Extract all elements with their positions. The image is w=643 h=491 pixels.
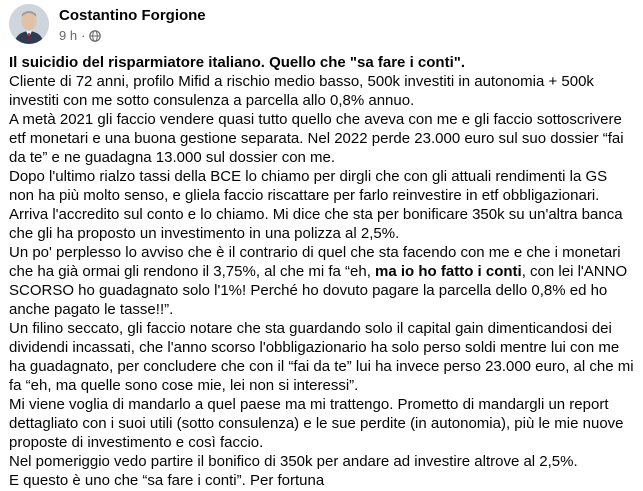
post-paragraph: Nel pomeriggio vedo partire il bonifico di 350k per andare ad investire altrove al 2,5%. — [9, 453, 578, 470]
post-paragraph: Un filino seccato, gli faccio notare che sta guardando solo il capital gain dimenticandosi dei dividendi incassati, che l'anno scorso l'obbligazionario ha solo perso soldi mentre lui con me ha guadagnato, per concludere che con il “fai da te” lui ha invece perso 23.000 euro, al che mi fa “eh, ma quelle sono cose mie, lei non si interessi”. — [9, 320, 634, 394]
post-header — [9, 4, 629, 44]
post-paragraph: A metà 2021 gli faccio vendere quasi tutto quello che aveva con me e gli faccio sottoscrivere etf monetari e una buona gestione separata. Nel 2022 perde 23.000 euro sul suo dossier “fai da te” e ne guadagna 13.000 sul dossier con me. — [9, 111, 624, 166]
post-body — [9, 53, 635, 490]
post-timestamp[interactable]: 9 h — [59, 28, 78, 43]
avatar[interactable] — [9, 4, 49, 44]
avatar-photo — [9, 4, 49, 44]
post-text: , con lei l'ANNO SCORSO ho guadagnato solo l'1%! Perché ho dovuto pagare la parcella dello 0,8% ed ho anche pagato le tasse!!”. — [9, 263, 628, 318]
post-meta — [59, 28, 101, 43]
post-emphasis: ma io ho fatto i conti — [375, 263, 522, 280]
post-paragraph — [9, 243, 635, 319]
post-text: Un po' perplesso lo avviso che è il contrario di quel che sta facendo con me e che i monetari che ha già ormai gli rendono il 3,75%, al che mi fa “eh, — [9, 244, 621, 280]
globe-icon[interactable] — [89, 30, 101, 42]
author-name[interactable]: Costantino Forgione — [59, 7, 206, 24]
post-title: Il suicidio del risparmiatore italiano. Quello che "sa fare i conti". — [9, 54, 466, 71]
post-paragraph: Mi viene voglia di mandarlo a quel paese ma mi trattengo. Prometto di mandargli un report dettagliato con i suoi utili (sotto consulenza) e le sue perdite (in autonomia), più le mie nuove proposte di investimento e così faccio. — [9, 396, 624, 451]
post-paragraph: Arriva l'accredito sul conto e lo chiamo. Mi dice che sta per bonificare 350k su un'altra banca che gli ha proposto un investimento in una polizza al 2,5%. — [9, 206, 623, 242]
post-paragraph: E questo è uno che “sa fare i conti”. Per fortuna — [9, 472, 325, 489]
meta-separator: · — [81, 28, 86, 43]
post-paragraph: Cliente di 72 anni, profilo Mifid a rischio medio basso, 500k investiti in autonomia + 500k investiti con me sotto consulenza a parcella allo 0,8% annuo. — [9, 73, 594, 109]
post-paragraph: Dopo l'ultimo rialzo tassi della BCE lo chiamo per dirgli che con gli attuali rendimenti la GS non ha più molto senso, e gliela faccio riscattare per farlo reinvestire in etf obbligazionari. — [9, 168, 608, 204]
